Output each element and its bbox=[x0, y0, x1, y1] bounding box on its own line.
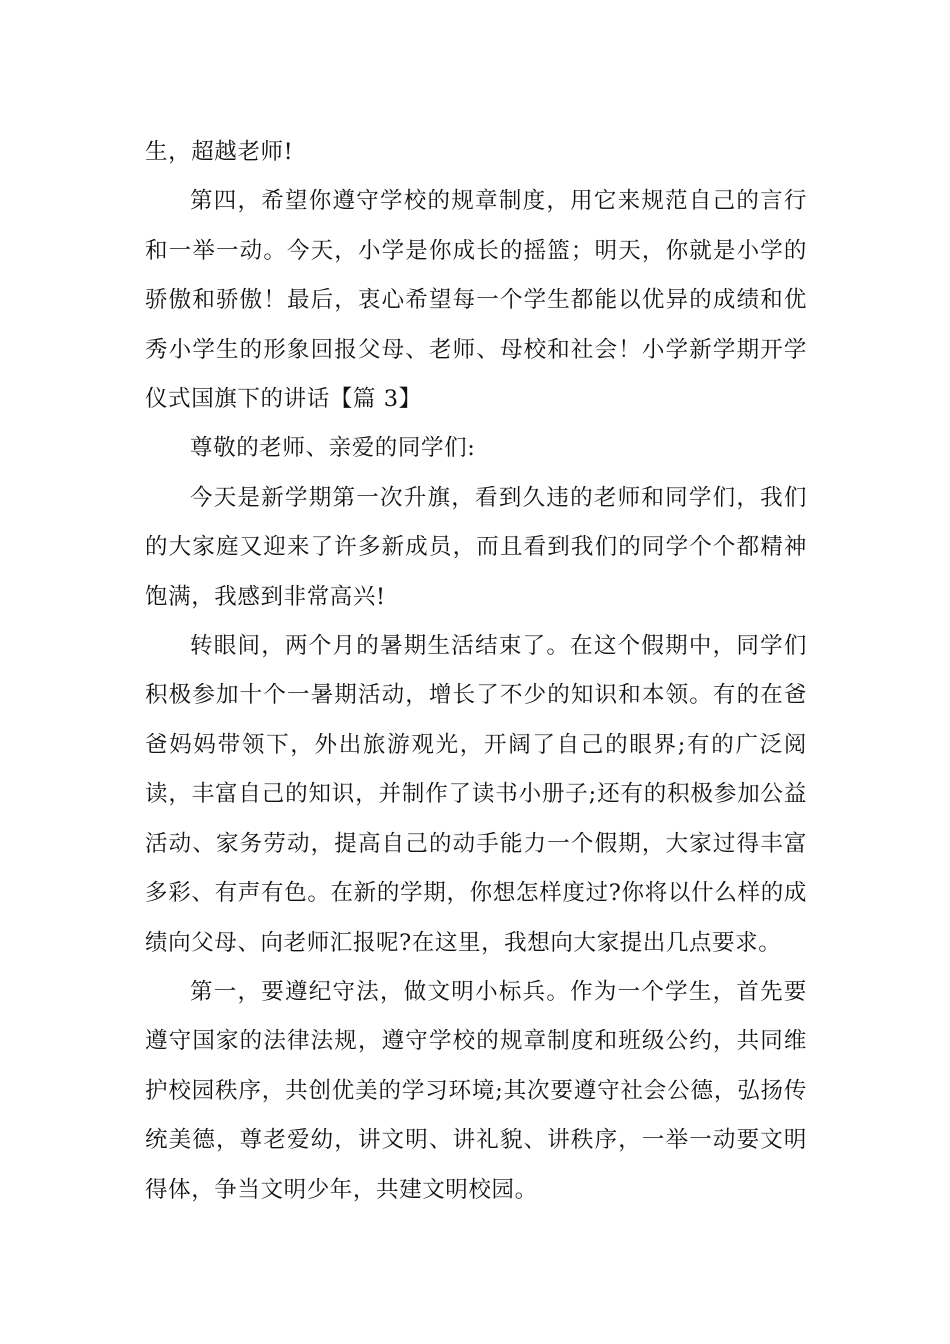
paragraph-greeting: 尊敬的老师、亲爱的同学们: bbox=[190, 435, 476, 462]
paragraph-fourth-point: 第四，希望你遵守学校的规章制度，用它来规范自己的言行和一举一动。今天，小学是你成长的摇篮；明天，你就是小学的骄傲和骄傲！最后，衷心希望每一个学生都能以优异的成绩和优秀小学生的形象回报父母、老师、母校和社会！小学新学期开学仪式国旗下的讲话【篇 3】 bbox=[145, 188, 807, 413]
document-page bbox=[145, 128, 807, 1215]
paragraph-first-requirement: 第一，要遵纪守法，做文明小标兵。作为一个学生，首先要遵守国家的法律法规，遵守学校的规章制度和班级公约，共同维护校园秩序，共创优美的学习环境;其次要遵守社会公德，弘扬传统美德，尊老爱幼，讲文明、讲礼貌、讲秩序，一举一动要文明得体，争当文明少年，共建文明校园。 bbox=[145, 978, 807, 1203]
paragraph-summer-review: 转眼间，两个月的暑期生活结束了。在这个假期中，同学们积极参加十个一暑期活动，增长了不少的知识和本领。有的在爸爸妈妈带领下，外出旅游观光，开阔了自己的眼界;有的广泛阅读，丰富自己的知识，并制作了读书小册子;还有的积极参加公益活动、家务劳动，提高自己的动手能力一个假期，大家过得丰富多彩、有声有色。在新的学期，你想怎样度过?你将以什么样的成绩向父母、向老师汇报呢?在这里，我想向大家提出几点要求。 bbox=[145, 633, 807, 956]
paragraph-continuation: 生，超越老师! bbox=[145, 139, 294, 165]
paragraph-opening: 今天是新学期第一次升旗，看到久违的老师和同学们，我们的大家庭又迎来了许多新成员，而且看到我们的同学个个都精神饱满，我感到非常高兴! bbox=[145, 484, 807, 610]
